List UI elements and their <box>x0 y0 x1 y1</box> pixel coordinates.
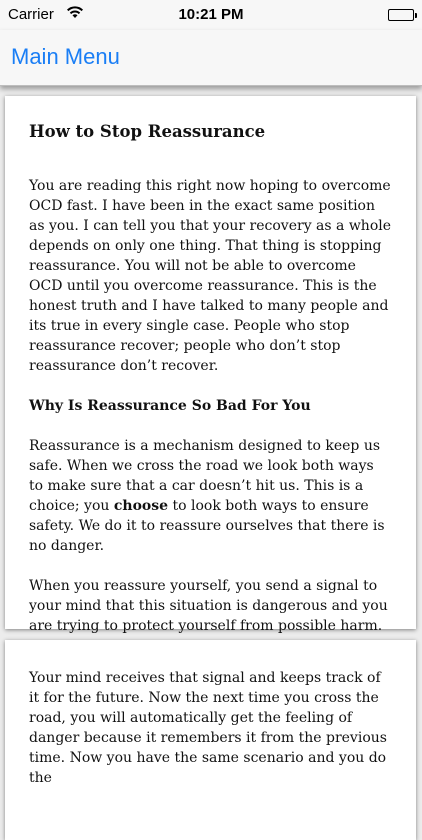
navigation-bar <box>0 30 422 86</box>
section-heading: Why Is Reassurance So Bad For You <box>29 398 311 414</box>
article-scroll-view[interactable] <box>0 86 422 786</box>
article-title: How to Stop Reassurance <box>29 122 266 141</box>
paragraph-text: Reassurance is a mechanism designed to keep us safe. When we cross the road we look both ways to make sure that a car doesn’t hit us. This is a choice; you <box>29 438 381 514</box>
mind-signal-paragraph: Your mind receives that signal and keeps track of it for the future. Now the next time you cross the road, you will automatically get the feeling of danger because it remembers it from the previous time. Now you have the same scenario and you do the <box>29 670 387 786</box>
paragraph-text: to look both ways to ensure safety. We do it to reassure ourselves that there is no danger. <box>29 498 385 554</box>
reassurance-paragraph <box>29 436 392 556</box>
battery-full-icon <box>388 9 414 21</box>
article-card <box>5 96 416 634</box>
clock: 10:21 PM <box>178 6 244 23</box>
main-menu-button[interactable]: Main Menu <box>11 44 120 69</box>
intro-paragraph: You are reading this right now hoping to overcome OCD fast. I have been in the exact same position as you. I can tell you that your recovery as a whole depends on only one thing. That thing is stopping reassurance. You will not be able to overcome OCD until you overcome reassurance. This is the honest truth and I have talked to many people and its true in every single case. People who stop reassurance recover; people who don’t stop reassurance don’t recover. <box>29 178 392 374</box>
signal-paragraph: When you reassure yourself, you send a signal to your mind that this situation is dangerous and you are trying to protect yourself from possible harm. <box>29 578 388 634</box>
carrier-label: Carrier <box>8 6 54 23</box>
status-bar <box>0 0 422 30</box>
article-card-continued <box>5 640 416 840</box>
emphasis-choose: choose <box>113 498 169 514</box>
